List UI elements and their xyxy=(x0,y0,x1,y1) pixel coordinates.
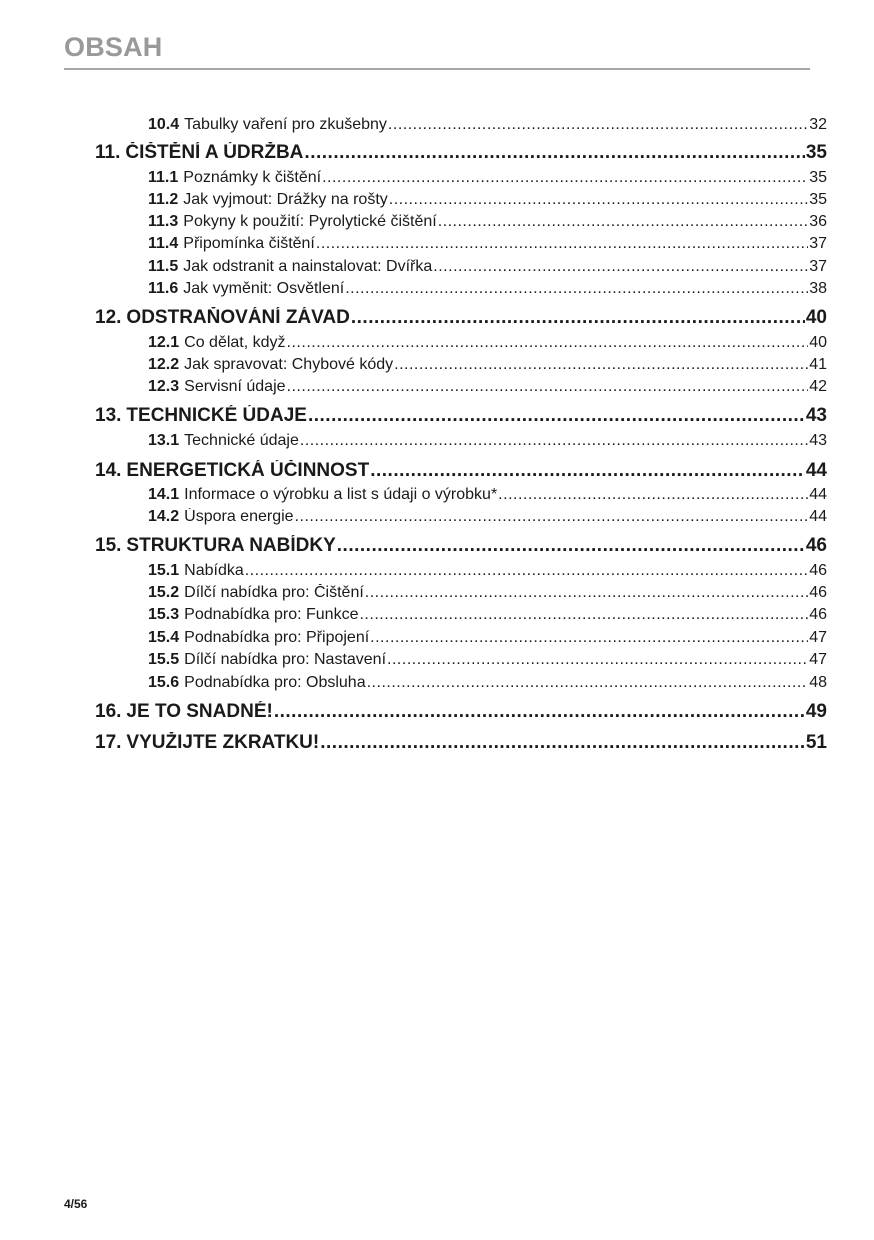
toc-entry-page: 47 xyxy=(809,629,827,646)
toc-entry-title: Informace o výrobku a list s údaji o výrobku* xyxy=(184,486,498,503)
toc-entry-number: 11.3 xyxy=(148,213,179,230)
toc-chapter-entry[interactable] xyxy=(95,701,827,723)
toc-chapter-entry[interactable] xyxy=(95,405,827,427)
toc-dot-leader xyxy=(300,432,808,450)
toc-dot-leader xyxy=(433,258,808,276)
toc-dot-leader xyxy=(287,378,809,396)
toc-section-entry[interactable] xyxy=(148,486,827,504)
toc-entry-number: 14.2 xyxy=(148,508,180,525)
toc-entry-number: 10.4 xyxy=(148,116,180,133)
toc-entry-title: Tabulky vaření pro zkušebny xyxy=(184,116,387,133)
toc-entry-number: 15.6 xyxy=(148,674,180,691)
toc-entry-number: 15.1 xyxy=(148,562,180,579)
toc-dot-leader xyxy=(359,606,808,624)
toc-dot-leader xyxy=(320,732,805,754)
toc-entry-title: Jak spravovat: Chybové kódy xyxy=(184,356,394,373)
toc-entry-number: 15.2 xyxy=(148,584,180,601)
toc-entry-title: Pokyny k použití: Pyrolytické čištění xyxy=(183,213,437,230)
toc-dot-leader xyxy=(498,486,808,504)
toc-chapter-entry[interactable] xyxy=(95,732,827,754)
toc-entry-title: ODSTRAŇOVÁNÍ ZÁVAD xyxy=(126,307,350,328)
toc-section-entry[interactable] xyxy=(148,356,827,374)
toc-entry-number: 12.3 xyxy=(148,378,180,395)
toc-dot-leader xyxy=(370,629,808,647)
toc-entry-page: 35 xyxy=(809,191,827,208)
toc-entry-page: 43 xyxy=(805,405,827,426)
toc-entry-page: 44 xyxy=(809,508,827,525)
toc-dot-leader xyxy=(245,562,808,580)
toc-entry-number: 11. xyxy=(95,142,121,163)
toc-entry-title: STRUKTURA NABÍDKY xyxy=(126,535,336,556)
page-number: 4/56 xyxy=(64,1197,88,1211)
toc-entry-number: 13.1 xyxy=(148,432,180,449)
toc-section-entry[interactable] xyxy=(148,651,827,669)
toc-section-entry[interactable] xyxy=(148,584,827,602)
toc-entry-title: Podnabídka pro: Obsluha xyxy=(184,674,366,691)
toc-entry-number: 11.2 xyxy=(148,191,179,208)
toc-entry-number: 15.5 xyxy=(148,651,180,668)
toc-section-entry[interactable] xyxy=(148,432,827,450)
toc-dot-leader xyxy=(394,356,808,374)
toc-section-entry[interactable] xyxy=(148,213,827,231)
toc-entry-page: 46 xyxy=(809,562,827,579)
toc-entry-title: Jak vyjmout: Drážky na rošty xyxy=(183,191,388,208)
toc-entry-number: 12. xyxy=(95,307,122,328)
toc-entry-title: ENERGETICKÁ ÚČINNOST xyxy=(126,460,370,481)
toc-entry-number: 12.2 xyxy=(148,356,180,373)
toc-dot-leader xyxy=(365,584,808,602)
toc-dot-leader xyxy=(387,651,808,669)
toc-entry-page: 38 xyxy=(809,280,827,297)
toc-entry-title: JE TO SNADNÉ! xyxy=(126,701,273,722)
toc-entry-page: 40 xyxy=(809,334,827,351)
toc-dot-leader xyxy=(337,535,805,557)
toc-dot-leader xyxy=(438,213,809,231)
toc-dot-leader xyxy=(322,169,808,187)
toc-dot-leader xyxy=(351,307,805,329)
toc-chapter-entry[interactable] xyxy=(95,535,827,557)
toc-section-entry[interactable] xyxy=(148,629,827,647)
toc-dot-leader xyxy=(370,460,805,482)
toc-section-entry[interactable] xyxy=(148,191,827,209)
toc-entry-title: Připomínka čištění xyxy=(183,235,315,252)
toc-entry-title: Dílčí nabídka pro: Nastavení xyxy=(184,651,387,668)
toc-entry-number: 16. xyxy=(95,701,122,722)
toc-entry-title: Jak odstranit a nainstalovat: Dvířka xyxy=(183,258,433,275)
toc-entry-page: 46 xyxy=(805,535,827,556)
toc-entry-number: 11.1 xyxy=(148,169,179,186)
toc-entry-page: 36 xyxy=(809,213,827,230)
toc-entry-page: 35 xyxy=(805,142,827,163)
toc-dot-leader xyxy=(388,116,808,134)
toc-section-entry[interactable] xyxy=(148,169,827,187)
toc-entry-page: 46 xyxy=(809,584,827,601)
toc-entry-page: 49 xyxy=(805,701,827,722)
toc-entry-title: Nabídka xyxy=(184,562,244,579)
toc-entry-number: 13. xyxy=(95,405,122,426)
page-title: OBSAH xyxy=(64,32,163,62)
toc-entry-title: Úspora energie xyxy=(184,508,294,525)
toc-dot-leader xyxy=(345,280,808,298)
toc-chapter-entry[interactable] xyxy=(95,307,827,329)
toc-section-entry[interactable] xyxy=(148,116,827,134)
toc-section-entry[interactable] xyxy=(148,235,827,253)
toc-entry-title: Podnabídka pro: Funkce xyxy=(184,606,359,623)
toc-entry-title: Poznámky k čištění xyxy=(183,169,322,186)
toc-section-entry[interactable] xyxy=(148,508,827,526)
toc-entry-page: 32 xyxy=(809,116,827,133)
toc-entry-title: Servisní údaje xyxy=(184,378,286,395)
toc-section-entry[interactable] xyxy=(148,378,827,396)
toc-chapter-entry[interactable] xyxy=(95,460,827,482)
toc-entry-title: Dílčí nabídka pro: Čištění xyxy=(184,584,364,601)
toc-dot-leader xyxy=(316,235,808,253)
toc-entry-page: 44 xyxy=(805,460,827,481)
toc-entry-number: 11.4 xyxy=(148,235,179,252)
toc-dot-leader xyxy=(295,508,809,526)
toc-section-entry[interactable] xyxy=(148,334,827,352)
toc-entry-number: 17. xyxy=(95,732,122,753)
toc-chapter-entry[interactable] xyxy=(95,142,827,164)
toc-entry-page: 35 xyxy=(809,169,827,186)
toc-entry-page: 46 xyxy=(809,606,827,623)
toc-entry-page: 43 xyxy=(809,432,827,449)
toc-entry-page: 48 xyxy=(809,674,827,691)
toc-entry-title: Technické údaje xyxy=(184,432,299,449)
toc-entry-title: Podnabídka pro: Připojení xyxy=(184,629,370,646)
toc-entry-page: 40 xyxy=(805,307,827,328)
toc-entry-page: 37 xyxy=(809,258,827,275)
toc-section-entry[interactable] xyxy=(148,674,827,692)
toc-dot-leader xyxy=(287,334,809,352)
toc-dot-leader xyxy=(389,191,808,209)
toc-entry-page: 44 xyxy=(809,486,827,503)
toc-entry-page: 51 xyxy=(805,732,827,753)
toc-entry-number: 11.6 xyxy=(148,280,179,297)
toc-dot-leader xyxy=(367,674,809,692)
toc-entry-title: VYUŽIJTE ZKRATKU! xyxy=(126,732,320,753)
toc-section-entry[interactable] xyxy=(148,280,827,298)
toc-entry-page: 37 xyxy=(809,235,827,252)
toc-entry-number: 14.1 xyxy=(148,486,180,503)
toc-entry-title: Co dělat, když xyxy=(184,334,286,351)
toc-entry-number: 15. xyxy=(95,535,122,556)
toc-entry-title: Jak vyměnit: Osvětlení xyxy=(183,280,345,297)
toc-entry-page: 42 xyxy=(809,378,827,395)
toc-section-entry[interactable] xyxy=(148,606,827,624)
toc-dot-leader xyxy=(304,142,804,164)
toc-section-entry[interactable] xyxy=(148,562,827,580)
toc-dot-leader xyxy=(274,701,805,723)
toc-entry-title: ČIŠTĚNÍ A ÚDRŽBA xyxy=(125,142,304,163)
toc-section-entry[interactable] xyxy=(148,258,827,276)
toc-entry-number: 15.3 xyxy=(148,606,180,623)
toc-entry-page: 47 xyxy=(809,651,827,668)
toc-entry-number: 11.5 xyxy=(148,258,179,275)
toc-entry-number: 14. xyxy=(95,460,122,481)
toc-entry-page: 41 xyxy=(809,356,827,373)
toc-entry-number: 15.4 xyxy=(148,629,180,646)
toc-entry-number: 12.1 xyxy=(148,334,180,351)
toc-entry-title: TECHNICKÉ ÚDAJE xyxy=(126,405,307,426)
toc-dot-leader xyxy=(308,405,805,427)
